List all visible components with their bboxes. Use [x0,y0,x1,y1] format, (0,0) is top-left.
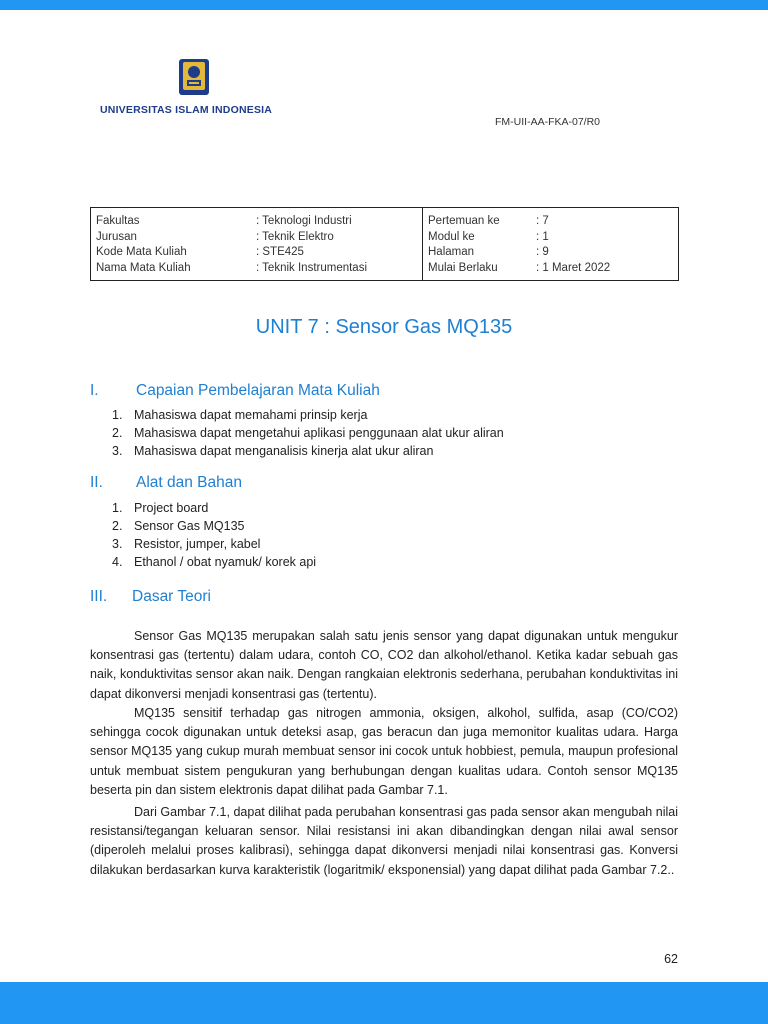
list-text: Mahasiswa dapat memahami prinsip kerja [134,408,368,422]
info-row-halaman [428,245,678,261]
section-number: III. [90,588,108,605]
info-value: : Teknik Elektro [256,230,334,243]
list-number: 3. [112,537,123,551]
info-value: : Teknologi Industri [256,215,352,227]
theory-paragraph-1: Sensor Gas MQ135 merupakan salah satu jenis sensor yang dapat digunakan untuk mengukur konsentrasi gas (tertentu) dalam udara, contoh CO, CO2 dan alkohol/ethanol. Ketika kadar sebuah gas naik, konduktivitas sensor akan naik. Dengan rangkaian elektronis sederhana, perubahan konduktivitas ini dapat dikonversi menjadi konsentrasi gas (tertentu). [90,629,678,701]
course-info-left-column [91,208,423,280]
list-text: Resistor, jumper, kabel [134,537,261,551]
section-heading-1 [90,382,380,400]
info-label: Mulai Berlaku [428,261,498,274]
section-title: Capaian Pembelajaran Mata Kuliah [136,382,380,399]
university-logo [100,58,290,96]
list-number: 3. [112,444,123,458]
info-row-jurusan [96,230,422,246]
bottom-accent-band [0,982,768,1024]
info-label: Halaman [428,246,475,258]
section-number: II. [90,474,103,491]
list-number: 2. [112,426,123,440]
info-label: Modul ke [428,230,475,243]
list-text: Mahasiswa dapat mengetahui aplikasi penggunaan alat ukur aliran [134,426,504,440]
info-row-nama-mata-kuliah [96,261,422,277]
theory-paragraph-2: MQ135 sensitif terhadap gas nitrogen ammonia, oksigen, alkohol, sulfida, asap (CO/CO2) sehingga cocok digunakan untuk deteksi asap, gas beracun dan juga memonitor kualitas udara. Harga sensor MQ135 yang cukup murah membuat sensor ini cocok untuk hobbiest, pemula, maupun profesional untuk membuat sistem pengukuran yang berhubungan dengan kualitas udara. Contoh sensor MQ135 beserta pin dan sistem elektronis dapat dilihat pada Gambar 7.1. [90,706,678,797]
section-title: Alat dan Bahan [136,474,243,491]
info-row-mulai-berlaku [428,261,678,277]
section-heading-2 [90,474,242,492]
list-item [112,499,316,517]
section-title: Dasar Teori [132,588,211,605]
university-name: UNIVERSITAS ISLAM INDONESIA [100,104,273,116]
list-number: 1. [112,408,123,422]
list-number: 4. [112,555,123,569]
list-item [112,406,504,424]
list-item [112,424,504,442]
course-info-table [90,207,679,281]
info-value: : 1 Maret 2022 [536,261,611,274]
info-value: : 9 [536,246,549,258]
info-label: Pertemuan ke [428,215,500,227]
info-row-fakultas [96,214,422,230]
list-number: 2. [112,519,123,533]
info-value: : STE425 [256,246,304,258]
section-heading-3 [90,588,211,606]
info-label: Jurusan [96,230,137,243]
info-label: Fakultas [96,215,140,227]
theory-paragraph-3: Dari Gambar 7.1, dapat dilihat pada perubahan konsentrasi gas pada sensor akan mengubah nilai resistansi/tegangan keluaran sensor. Nilai resistansi ini akan dibandingkan dengan nilai awal sensor (diperoleh melalui proses kalibrasi), sehingga dapat dikonversi menjadi nilai konsentrasi gas. Konversi dilakukan berdasarkan kurva karakteristik (logaritmik/ eksponensial) yang dapat dilihat pada Gambar 7.2.. [90,805,678,877]
section-number: I. [90,382,99,399]
top-accent-band [0,0,768,10]
info-row-modul [428,230,678,246]
list-item [112,517,316,535]
info-label: Kode Mata Kuliah [96,246,187,258]
info-row-kode-mata-kuliah [96,245,422,261]
list-text: Ethanol / obat nyamuk/ korek api [134,555,317,569]
list-text: Project board [134,501,209,515]
info-row-pertemuan [428,214,678,230]
form-code: FM-UII-AA-FKA-07/R0 [495,116,601,128]
info-value: : Teknik Instrumentasi [256,261,368,274]
list-item [112,553,316,571]
info-label: Nama Mata Kuliah [96,261,191,274]
unit-title: UNIT 7 : Sensor Gas MQ135 [255,316,513,338]
tools-materials-list [112,499,316,571]
list-text: Mahasiswa dapat menganalisis kinerja alat ukur aliran [134,444,434,458]
list-item [112,442,504,460]
info-value: : 7 [536,215,549,227]
university-emblem-icon [178,58,210,96]
list-item [112,535,316,553]
list-text: Sensor Gas MQ135 [134,519,245,533]
list-number: 1. [112,501,123,515]
info-value: : 1 [536,230,549,243]
learning-outcomes-list [112,406,504,460]
page-number: 62 [664,952,678,966]
course-info-right-column [423,208,678,280]
